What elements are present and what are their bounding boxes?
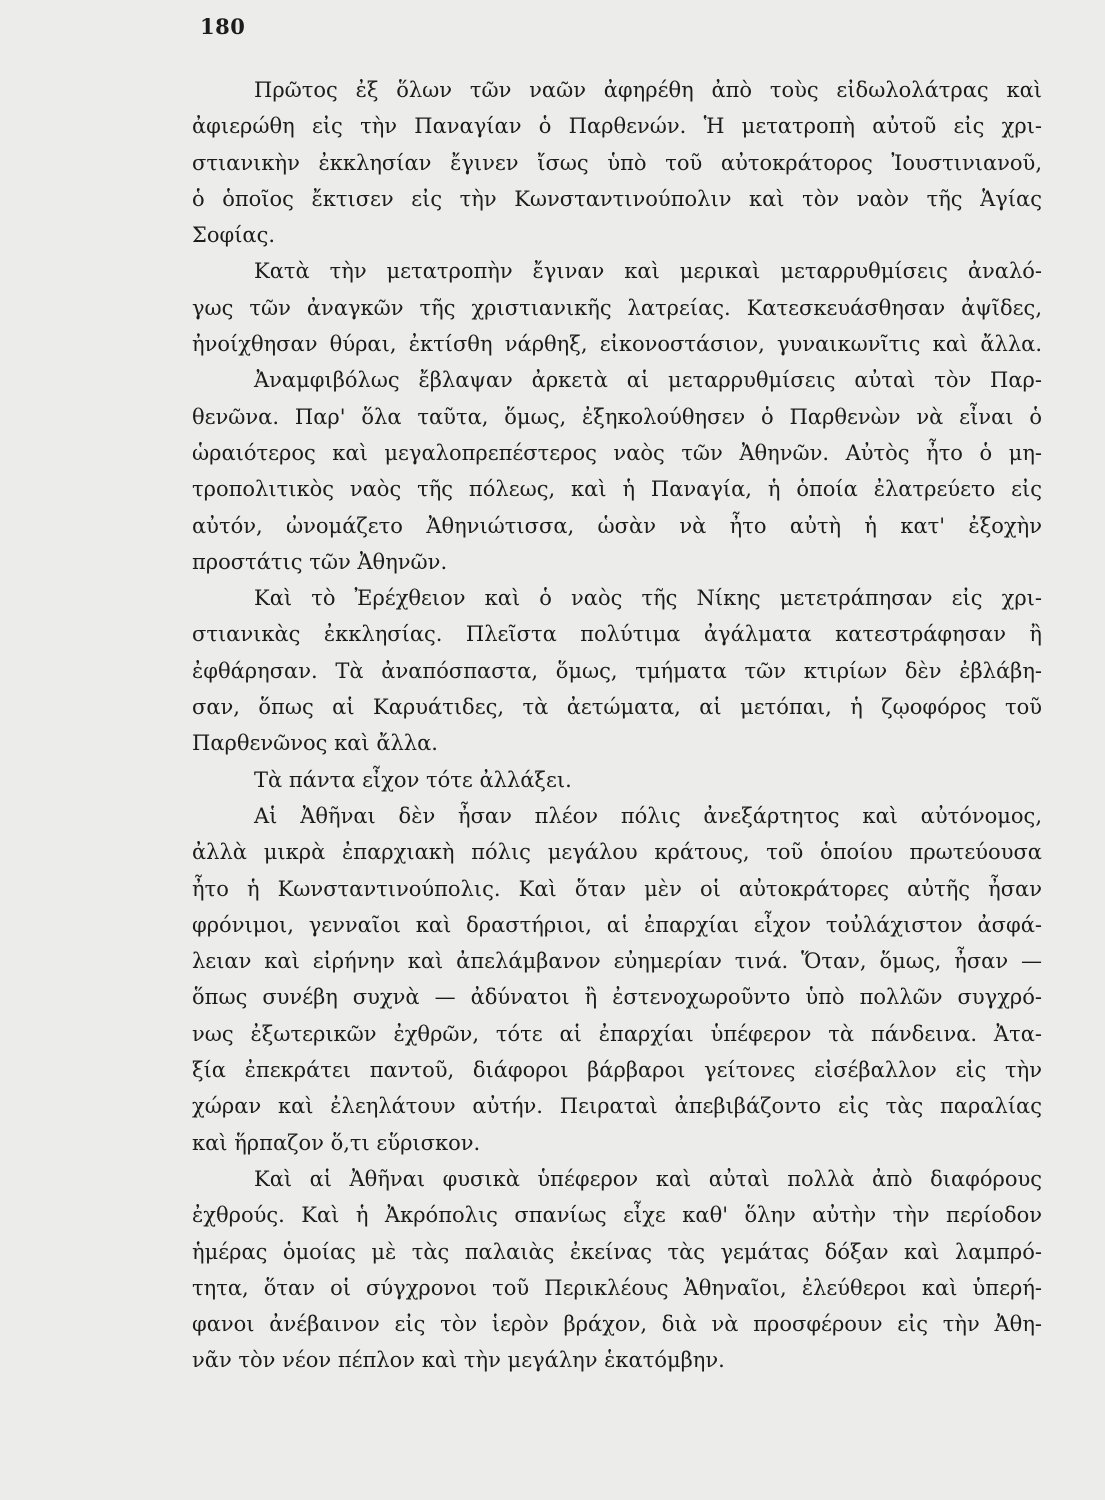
text-line: αὐτόν, ὠνομάζετο Ἀθηνιώτισσα, ὡσὰν νὰ ἦτο αὐτὴ ἡ κατ' ἐξοχὴν [192,513,1042,538]
text-line: σαν, ὅπως αἱ Καρυάτιδες, τὰ ἀετώματα, αἱ μετόπαι, ἡ ζῳοφόρος τοῦ [192,695,1042,720]
text-line: γως τῶν ἀναγκῶν τῆς χριστιανικῆς λατρείας. Κατεσκευάσθησαν ἀψῖδες, [192,295,1042,320]
page-number: 180 [200,14,246,39]
text-line: προστάτις τῶν Ἀθηνῶν. [192,549,448,574]
text-line: τροπολιτικὸς ναὸς τῆς πόλεως, καὶ ἡ Παναγία, ἡ ὁποία ἐλατρεύετο εἰς [192,477,1042,502]
text-line: ἐχθρούς. Καὶ ἡ Ἀκρόπολις σπανίως εἶχε καθ' ὅλην αὐτὴν τὴν περίοδον [192,1203,1042,1228]
text-line: καὶ ἥρπαζον ὅ,τι εὕρισκον. [192,1130,481,1155]
text-line: ὅπως συνέβη συχνὰ — ἀδύνατοι ἢ ἐστενοχωροῦντο ὑπὸ πολλῶν συγχρό- [192,985,1042,1010]
text-line: Καὶ αἱ Ἀθῆναι φυσικὰ ὑπέφερον καὶ αὐταὶ πολλὰ ἀπὸ διαφόρους [254,1166,1042,1191]
text-line: Αἱ Ἀθῆναι δὲν ἦσαν πλέον πόλις ἀνεξάρτητος καὶ αὐτόνομος, [254,803,1042,828]
text-line: νως ἐξωτερικῶν ἐχθρῶν, τότε αἱ ἐπαρχίαι ὑπέφερον τὰ πάνδεινα. Ἀτα- [192,1021,1042,1046]
text-line: θενῶνα. Παρ' ὅλα ταῦτα, ὅμως, ἐξηκολούθησεν ὁ Παρθενὼν νὰ εἶναι ὁ [192,404,1042,429]
text-line: φανοι ἀνέβαινον εἰς τὸν ἱερὸν βράχον, διὰ νὰ προσφέρουν εἰς τὴν Ἀθη- [192,1312,1042,1337]
text-line: στιανικὰς ἐκκλησίας. Πλεῖστα πολύτιμα ἀγάλματα κατεστράφησαν ἢ [192,622,1042,647]
text-line: Σοφίας. [192,223,276,248]
text-line: χώραν καὶ ἐλεηλάτουν αὐτήν. Πειραταὶ ἀπεβιβάζοντο εἰς τὰς παραλίας [192,1094,1042,1119]
body-text [192,72,1042,1379]
text-line: ὡραιότερος καὶ μεγαλοπρεπέστερος ναὸς τῶν Ἀθηνῶν. Αὐτὸς ἦτο ὁ μη- [192,440,1042,465]
text-line: ἡμέρας ὁμοίας μὲ τὰς παλαιὰς ἐκείνας τὰς γεμάτας δόξαν καὶ λαμπρό- [192,1239,1042,1264]
text-line: φρόνιμοι, γενναῖοι καὶ δραστήριοι, αἱ ἐπαρχίαι εἶχον τοὐλάχιστον ἀσφά- [192,912,1042,937]
text-line: ἐφθάρησαν. Τὰ ἀναπόσπαστα, ὅμως, τμήματα τῶν κτιρίων δὲν ἐβλάβη- [192,658,1042,683]
text-line: ἠνοίχθησαν θύραι, ἐκτίσθη νάρθηξ, εἰκονοστάσιον, γυναικωνῖτις καὶ ἄλλα. [192,332,1042,357]
text-line: Ἀναμφιβόλως ἔβλαψαν ἀρκετὰ αἱ μεταρρυθμίσεις αὐταὶ τὸν Παρ- [254,368,1042,393]
text-line: Κατὰ τὴν μετατροπὴν ἔγιναν καὶ μερικαὶ μεταρρυθμίσεις ἀναλό- [254,259,1042,284]
text-line: ἀφιερώθη εἰς τὴν Παναγίαν ὁ Παρθενών. Ἡ μετατροπὴ αὐτοῦ εἰς χρι- [192,114,1042,139]
text-line: ἦτο ἡ Κωνσταντινούπολις. Καὶ ὅταν μὲν οἱ αὐτοκράτορες αὐτῆς ἦσαν [192,876,1042,901]
text-line: Πρῶτος ἐξ ὅλων τῶν ναῶν ἀφηρέθη ἀπὸ τοὺς εἰδωλολάτρας καὶ [254,78,1042,102]
text-line: Τὰ πάντα εἶχον τότε ἀλλάξει. [254,767,572,792]
text-line: ἀλλὰ μικρὰ ἐπαρχιακὴ πόλις μεγάλου κράτους, τοῦ ὁποίου πρωτεύουσα [192,840,1042,865]
text-line: ὁ ὁποῖος ἔκτισεν εἰς τὴν Κωνσταντινούπολιν καὶ τὸν ναὸν τῆς Ἁγίας [192,186,1042,211]
text-line: Παρθενῶνος καὶ ἄλλα. [192,731,438,756]
text-line: λειαν καὶ εἰρήνην καὶ ἀπελάμβανον εὐημερίαν τινά. Ὅταν, ὅμως, ἦσαν — [192,949,1042,974]
text-line: νᾶν τὸν νέον πέπλον καὶ τὴν μεγάλην ἑκατόμβην. [192,1348,725,1373]
text-line: Καὶ τὸ Ἐρέχθειον καὶ ὁ ναὸς τῆς Νίκης μετετράπησαν εἰς χρι- [254,586,1042,611]
text-line: τητα, ὅταν οἱ σύγχρονοι τοῦ Περικλέους Ἀθηναῖοι, ἐλεύθεροι καὶ ὑπερή- [192,1275,1042,1300]
text-line: ξία ἐπεκράτει παντοῦ, διάφοροι βάρβαροι γείτονες εἰσέβαλλον εἰς τὴν [192,1058,1042,1083]
text-line: στιανικὴν ἐκκλησίαν ἔγινεν ἴσως ὑπὸ τοῦ αὐτοκράτορος Ἰουστινιανοῦ, [192,150,1042,175]
